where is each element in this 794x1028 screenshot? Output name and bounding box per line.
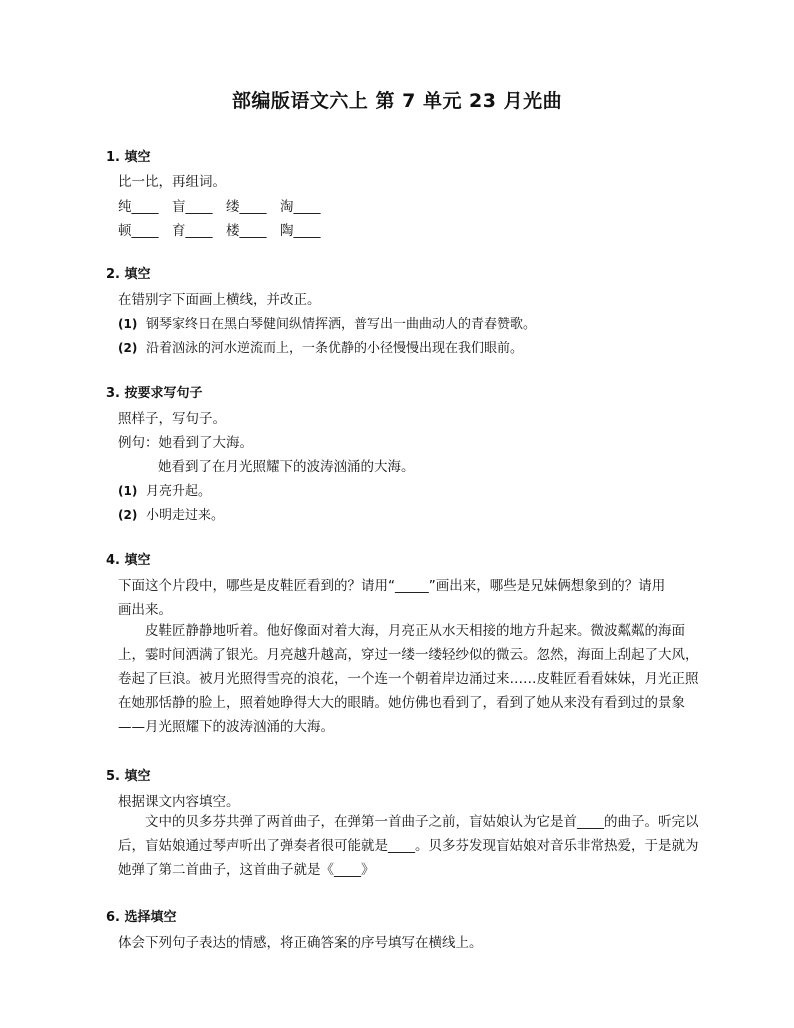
q2-item-1 (118, 313, 536, 332)
q3-example: 例句：她看到了大海。 (118, 435, 253, 451)
q1-row-1 (118, 195, 334, 215)
q2-item-text: 钢琴家终日在黑白琴健间纵情挥洒，普写出一曲曲动人的青春赞歌。 (146, 317, 537, 332)
q4-passage: 皮鞋匠静静地听着。他好像面对着大海，月亮正从水天相接的地方升起来。微波粼粼的海面上，霎时间洒满了银光。月亮越升越高，穿过一缕一缕轻纱似的微云。忽然，海面上刮起了大风，卷起了巨浪。被月光照得雪亮的浪花，一个连一个朝着岸边涌过来……皮鞋匠看看妹妹，月光正照在她那恬静的脸上，照着她睁得大大的眼睛。她仿佛也看到了，看到了她从来没有看到过的景象——月光照耀下的波涛汹涌的大海。 (118, 623, 699, 735)
q1-item: 淘____ (280, 199, 321, 215)
q4-heading: 4. 填空 (106, 553, 151, 568)
q6-heading: 6. 选择填空 (106, 910, 177, 925)
q3-example-answer: 她看到了在月光照耀下的波涛汹涌的大海。 (158, 459, 415, 475)
q2-instruction: 在错别字下面画上横线，并改正。 (118, 292, 321, 308)
q3-item-number: (1) (118, 484, 138, 498)
q3-item-number: (2) (118, 508, 138, 522)
q4-instruction-line-1: 下面这个片段中，哪些是皮鞋匠看到的？请用“_____”画出来，哪些是兄妹俩想象到的？请用 (118, 578, 666, 594)
q2-item-text: 沿着汹泳的河水逆流而上，一条优静的小径慢慢出现在我们眼前。 (146, 341, 524, 356)
q3-item-text: 小明走过来。 (146, 508, 225, 523)
q1-item: 楼____ (226, 223, 267, 239)
q1-item: 缕____ (226, 199, 267, 215)
q3-item-text: 月亮升起。 (146, 484, 212, 499)
q1-item: 盲____ (172, 199, 213, 215)
q1-row-2 (118, 219, 334, 239)
q3-heading: 3. 按要求写句子 (106, 386, 203, 401)
q2-item-2 (118, 337, 523, 356)
page-title: 部编版语文六上 第 7 单元 23 月光曲 (231, 90, 563, 112)
q3-item-2 (118, 504, 224, 523)
q1-instruction: 比一比，再组词。 (118, 174, 226, 190)
q5-instruction: 根据课文内容填空。 (118, 794, 240, 810)
q3-item-1 (118, 480, 211, 499)
q4-instruction-line-2: 画出来。 (118, 602, 172, 618)
q1-item: 育____ (172, 223, 213, 239)
q5-passage: 文中的贝多芬共弹了两首曲子，在弹第一首曲子之前，盲姑娘认为它是首____的曲子。听完以后，盲姑娘通过琴声听出了弹奏者很可能就是____。贝多芬发现盲姑娘对音乐非常热爱，于是就为她弹了第二首曲子，这首曲子就是《____》 (118, 814, 699, 878)
q2-item-number: (1) (118, 317, 138, 331)
q1-item: 顿____ (118, 223, 159, 239)
q5-heading: 5. 填空 (106, 769, 151, 784)
q3-instruction: 照样子，写句子。 (118, 411, 226, 427)
q2-item-number: (2) (118, 341, 138, 355)
q1-item: 陶____ (280, 223, 321, 239)
q2-heading: 2. 填空 (106, 267, 151, 282)
q6-instruction: 体会下列句子表达的情感，将正确答案的序号填写在横线上。 (118, 935, 483, 951)
q1-item: 纯____ (118, 199, 159, 215)
q1-heading: 1. 填空 (106, 150, 151, 165)
